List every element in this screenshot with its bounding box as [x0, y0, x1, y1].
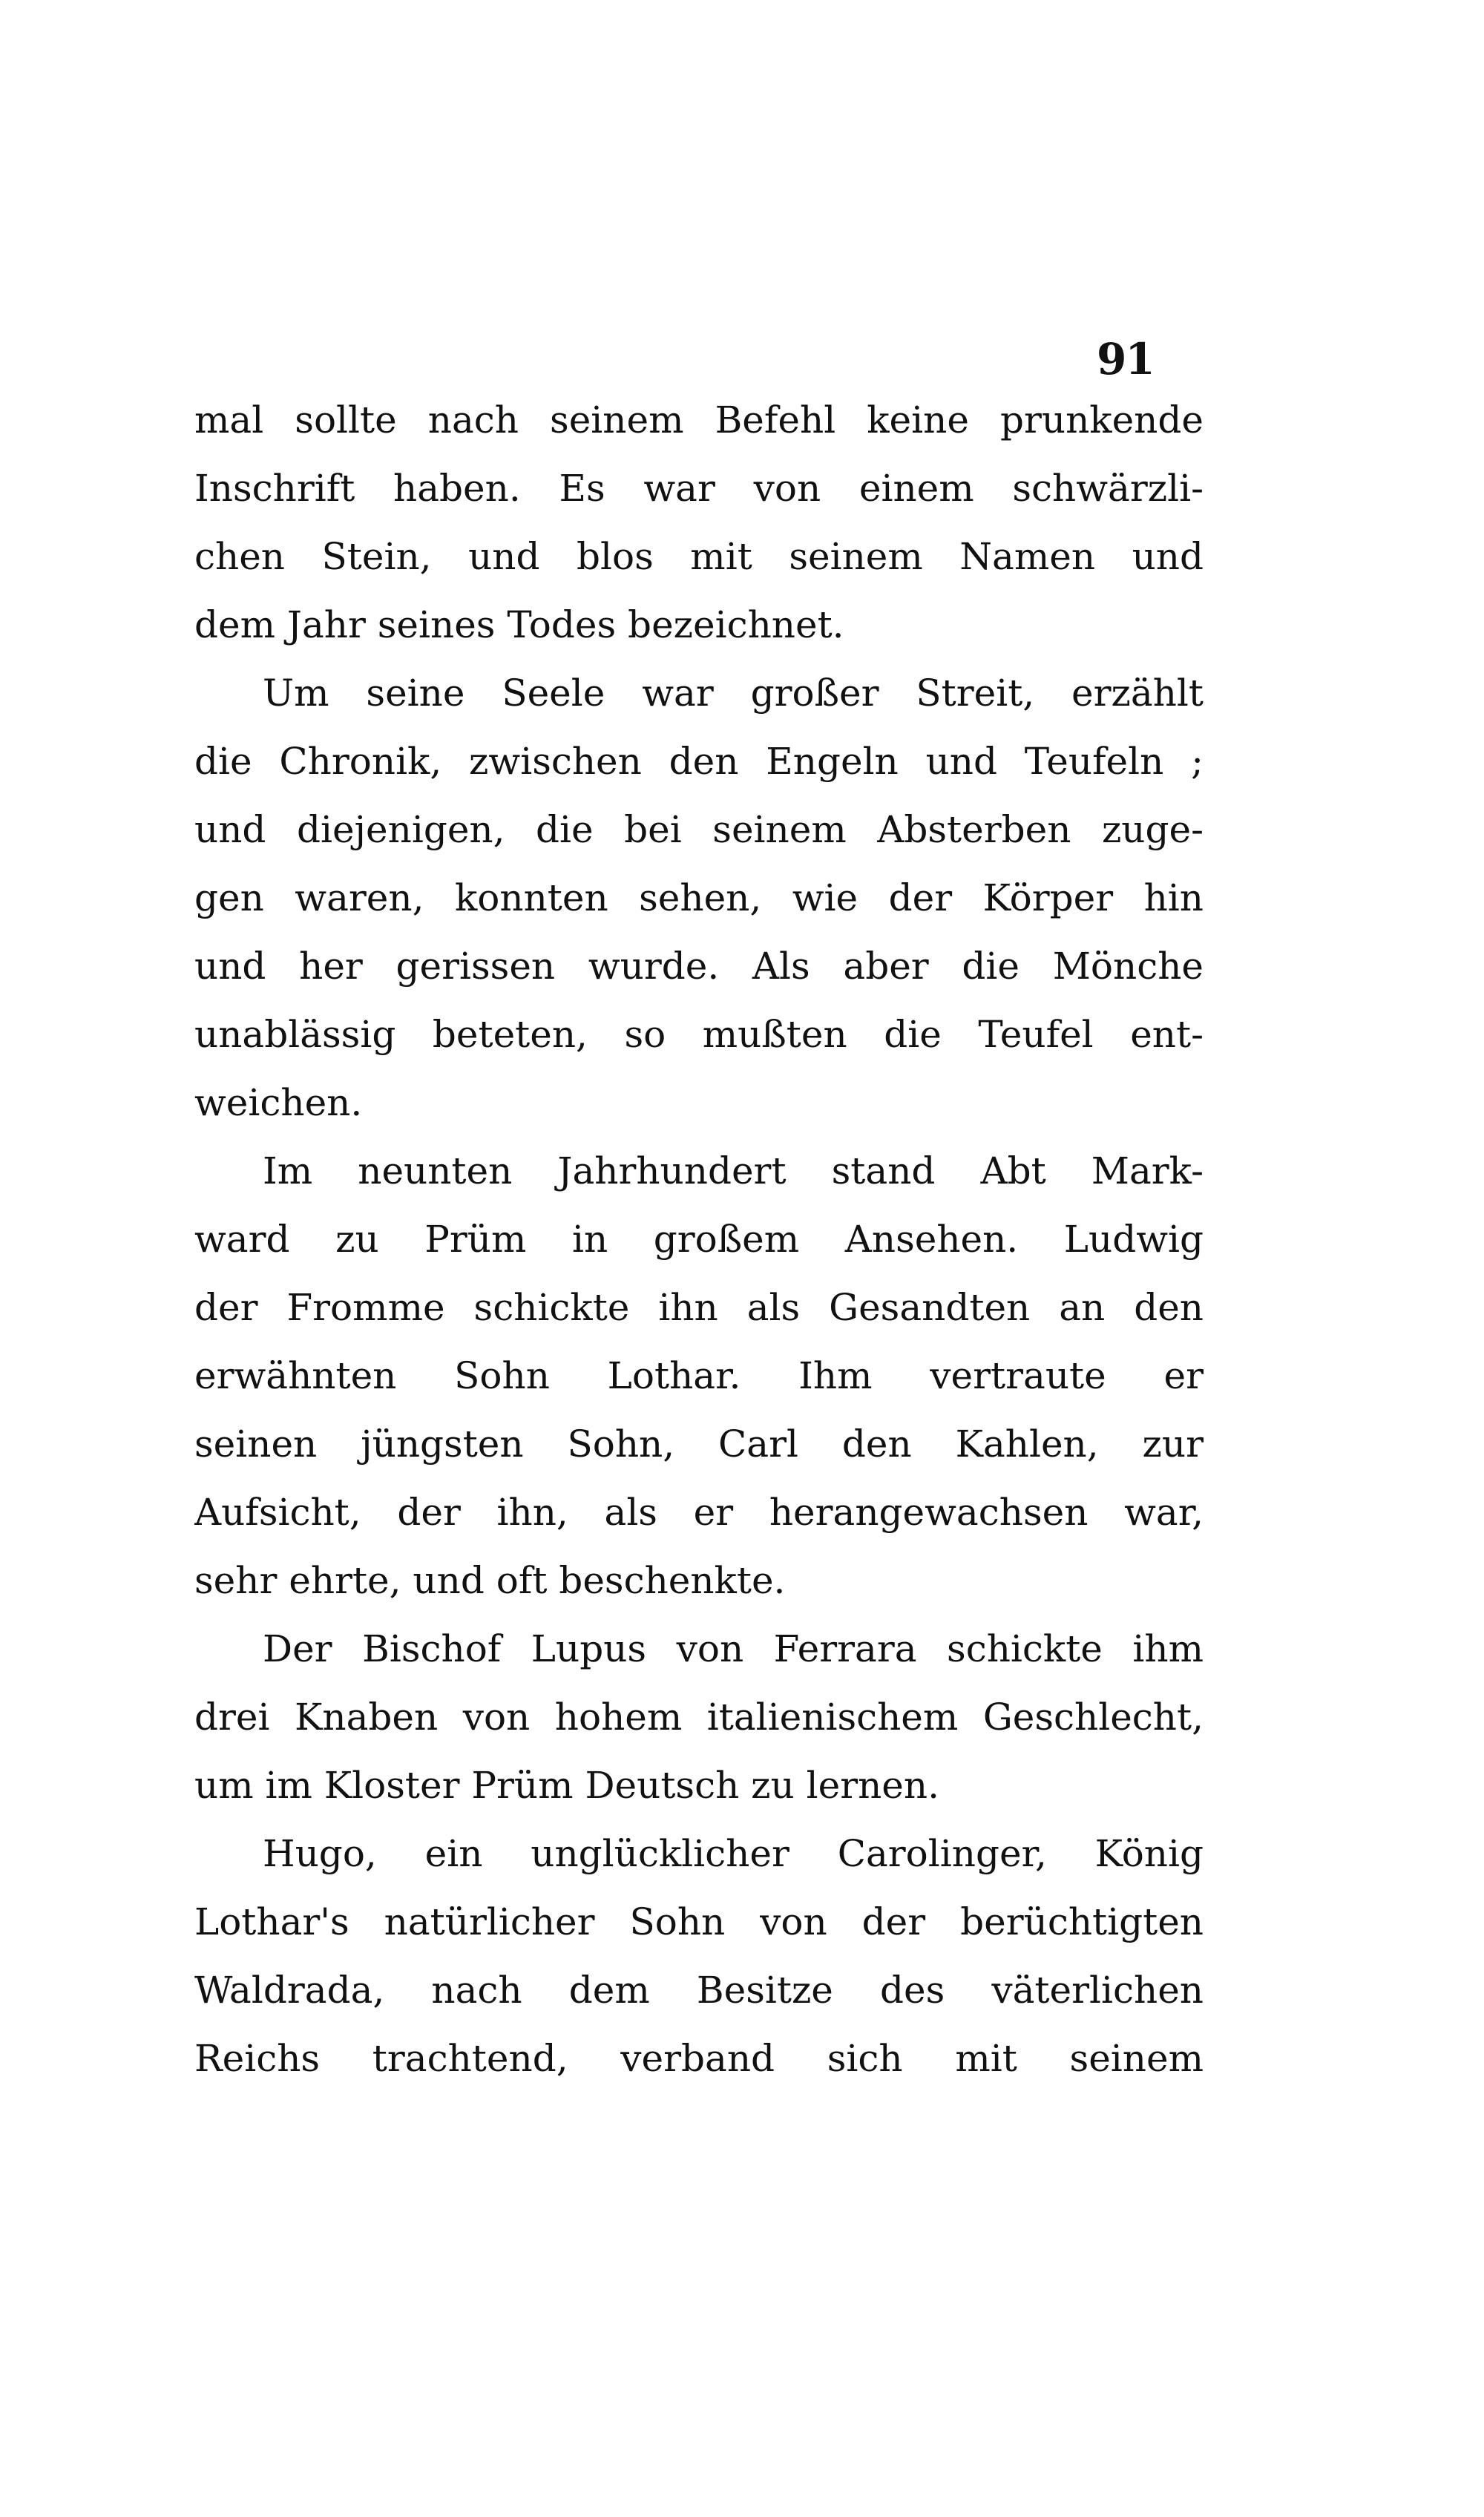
text-line: unablässig beteten, so mußten die Teufel ent-	[194, 1013, 1204, 1056]
text-line: Aufsicht, der ihn, als er herangewachsen war,	[194, 1491, 1204, 1534]
text-line: und her gerissen wurde. Als aber die Mönche	[194, 945, 1204, 988]
text-line: sehr ehrte, und oft beschenkte.	[194, 1559, 786, 1602]
text-line: erwähnten Sohn Lothar. Ihm vertraute er	[194, 1354, 1204, 1397]
text-line: Lothar's natürlicher Sohn von der berüchtigten	[194, 1900, 1204, 1943]
page-number: 91	[1097, 334, 1154, 384]
text-line: Reichs trachtend, verband sich mit seinem	[194, 2037, 1204, 2080]
text-line: gen waren, konnten sehen, wie der Körper hin	[194, 876, 1204, 919]
text-line: weichen.	[194, 1081, 363, 1124]
text-line: Waldrada, nach dem Besitze des väterlichen	[194, 1969, 1204, 2012]
text-line: der Fromme schickte ihn als Gesandten an den	[194, 1286, 1204, 1329]
text-line: die Chronik, zwischen den Engeln und Teufeln ;	[194, 740, 1204, 783]
paragraph-3	[194, 1137, 1204, 1615]
text-line: Der Bischof Lupus von Ferrara schickte ihm	[263, 1627, 1204, 1670]
paragraph-2	[194, 659, 1204, 1137]
text-line: drei Knaben von hohem italienischem Geschlecht,	[194, 1696, 1204, 1739]
paragraph-4	[194, 1615, 1204, 1819]
text-line: dem Jahr seines Todes bezeichnet.	[194, 603, 844, 646]
text-line: Inschrift haben. Es war von einem schwärzli-	[194, 467, 1204, 510]
text-line: Hugo, ein unglücklicher Carolinger, König	[263, 1832, 1204, 1875]
body-text	[194, 386, 1204, 2093]
paragraph-5	[194, 1819, 1204, 2093]
text-line: seinen jüngsten Sohn, Carl den Kahlen, zur	[194, 1422, 1204, 1466]
text-line: um im Kloster Prüm Deutsch zu lernen.	[194, 1764, 939, 1807]
text-line: Um seine Seele war großer Streit, erzählt	[263, 672, 1204, 715]
text-line: mal sollte nach seinem Befehl keine prunkende	[194, 398, 1204, 442]
text-line: Im neunten Jahrhundert stand Abt Mark-	[263, 1149, 1204, 1192]
text-line: und diejenigen, die bei seinem Absterben zuge-	[194, 808, 1204, 851]
text-line: ward zu Prüm in großem Ansehen. Ludwig	[194, 1218, 1204, 1261]
text-line: chen Stein, und blos mit seinem Namen und	[194, 535, 1204, 578]
paragraph-1	[194, 386, 1204, 659]
